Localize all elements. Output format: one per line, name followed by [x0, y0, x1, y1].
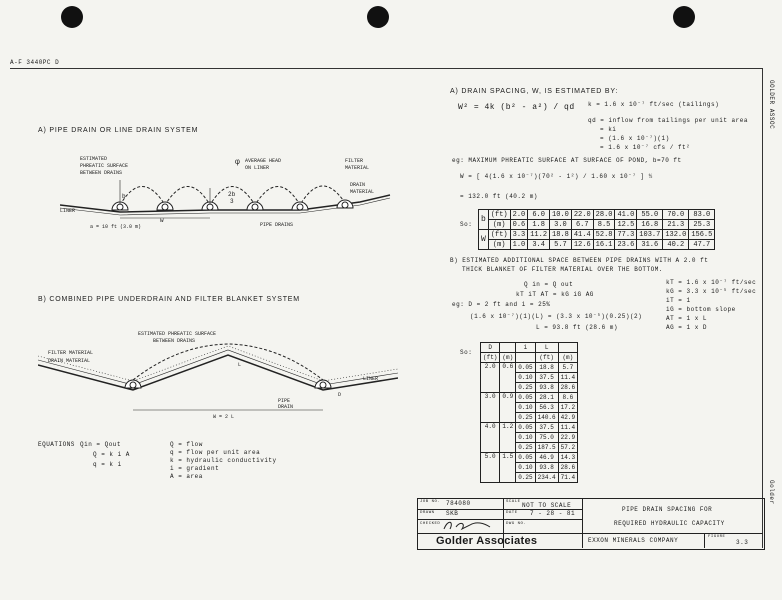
- value-cell: 156.5: [689, 230, 715, 240]
- legend-row: A = area: [170, 473, 203, 480]
- svg-text:FILTER: FILTER: [345, 158, 364, 164]
- value-cell: 1.8: [528, 220, 550, 230]
- binder-hole-2: [367, 6, 389, 28]
- section-a2-title: A) DRAIN SPACING, W, IS ESTIMATED BY:: [450, 88, 619, 95]
- kdef: kG = 3.3 x 10⁻⁵ ft/sec: [666, 288, 757, 295]
- equation-row: Q = k i A: [93, 451, 130, 458]
- def-row: qd = inflow from tailings per unit area: [588, 117, 748, 124]
- drawn-label: DRAWN: [420, 511, 435, 515]
- unit-cell: (ft): [481, 353, 500, 363]
- svg-text:LINER: LINER: [363, 376, 379, 382]
- job-no-label: JOB NO.: [420, 500, 441, 504]
- value-cell: 3.4: [528, 240, 550, 250]
- def-row: k = 1.6 x 10⁻⁷ ft/sec (tailings): [588, 101, 720, 108]
- depth-cell: 3.0: [481, 393, 500, 423]
- value-cell: 6.7: [571, 220, 593, 230]
- value-cell: 11.2: [528, 230, 550, 240]
- def-row: = ki: [600, 126, 617, 133]
- svg-text:L: L: [238, 362, 242, 368]
- header-cell: [500, 343, 516, 353]
- value-cell: 28.1: [535, 393, 558, 403]
- svg-text:PIPE DRAINS: PIPE DRAINS: [260, 222, 294, 228]
- figure-label: FIGURE: [708, 535, 726, 539]
- depth-cell: 2.0: [481, 363, 500, 393]
- unit-cell: [516, 353, 535, 363]
- legend-row: k = hydraulic conductivity: [170, 457, 277, 464]
- eq4: L = 93.8 ft (28.6 m): [536, 324, 619, 331]
- side-text-top: GOLDER ASSOC: [768, 80, 775, 130]
- svg-text:DRAIN: DRAIN: [350, 182, 366, 188]
- depth-cell: 4.0: [481, 423, 500, 453]
- client-name: EXXON MINERALS COMPANY: [588, 537, 679, 544]
- table-row: [481, 453, 578, 463]
- header-cell: L: [535, 343, 558, 353]
- label-w: w: [160, 217, 164, 224]
- section-b2-title-1: B) ESTIMATED ADDITIONAL SPACE BETWEEN PIPE DRAINS WITH A 2.0 ft: [450, 257, 709, 264]
- kdef: kT = 1.6 x 10⁻⁷ ft/sec: [666, 279, 757, 286]
- spacing-formula: W² = 4k (b² - a²) / qd: [458, 103, 575, 112]
- eq3: (1.6 x 10⁻⁷)(1)(L) = (3.3 x 10⁻⁵)(0.25)(2): [470, 313, 643, 320]
- drawing-title-2: REQUIRED HYDRAULIC CAPACITY: [614, 520, 725, 527]
- value-cell: 18.8: [535, 363, 558, 373]
- svg-text:PIPE: PIPE: [278, 398, 291, 404]
- svg-text:φ: φ: [235, 158, 240, 167]
- value-cell: 47.7: [689, 240, 715, 250]
- value-cell: 140.6: [535, 413, 558, 423]
- value-cell: 12.6: [571, 240, 593, 250]
- svg-text:BETWEEN DRAINS: BETWEEN DRAINS: [153, 338, 196, 344]
- value-cell: 40.2: [663, 240, 689, 250]
- table-row: [481, 393, 578, 403]
- value-cell: 187.5: [535, 443, 558, 453]
- value-cell: 93.8: [535, 383, 558, 393]
- value-cell: 0.25: [516, 413, 535, 423]
- company-name: Golder Associates: [436, 535, 538, 547]
- so-label-b: So:: [460, 349, 473, 356]
- eg-line: eg: D = 2 ft and i = 25%: [452, 301, 551, 308]
- value-cell: 52.8: [593, 230, 615, 240]
- svg-text:ESTIMATED: ESTIMATED: [80, 156, 108, 162]
- svg-text:PHREATIC SURFACE: PHREATIC SURFACE: [80, 163, 129, 169]
- table-row: [481, 363, 578, 373]
- svg-text:DRAIN MATERIAL: DRAIN MATERIAL: [48, 358, 91, 364]
- legend-row: q = flow per unit area: [170, 449, 261, 456]
- value-cell: 57.2: [558, 443, 577, 453]
- value-cell: 0.10: [516, 433, 535, 443]
- value-cell: 0.05: [516, 423, 535, 433]
- scale: NOT TO SCALE: [522, 502, 572, 509]
- value-cell: 17.2: [558, 403, 577, 413]
- value-cell: 42.9: [558, 413, 577, 423]
- value-cell: 28.0: [593, 210, 615, 220]
- unit-cell: (m): [488, 240, 510, 250]
- section-b-title: B) COMBINED PIPE UNDERDRAIN AND FILTER BLANKET SYSTEM: [38, 296, 300, 303]
- value-cell: 0.10: [516, 463, 535, 473]
- pipe-drain-diagram: [60, 150, 400, 260]
- label-b: b: [122, 193, 126, 200]
- value-cell: 46.9: [535, 453, 558, 463]
- unit-cell: (ft): [535, 353, 558, 363]
- eq1: Q in = Q out: [524, 281, 574, 288]
- job-no: 784080: [446, 500, 471, 507]
- value-cell: 83.0: [689, 210, 715, 220]
- value-cell: 14.3: [558, 453, 577, 463]
- spacing-table: [478, 209, 715, 250]
- unit-cell: (m): [558, 353, 577, 363]
- def-row: = (1.6 x 10⁻⁷)(1): [600, 135, 670, 142]
- value-cell: 25.3: [689, 220, 715, 230]
- unit-cell: (ft): [488, 210, 510, 220]
- value-cell: 41.4: [571, 230, 593, 240]
- variable-cell: W: [479, 230, 489, 250]
- checked-label: CHECKED: [420, 522, 441, 526]
- value-cell: 23.6: [615, 240, 637, 250]
- table-row: [479, 220, 715, 230]
- svg-text:FILTER MATERIAL: FILTER MATERIAL: [48, 350, 94, 356]
- value-cell: 11.4: [558, 423, 577, 433]
- depth-cell: 1.5: [500, 453, 516, 483]
- value-cell: 75.0: [535, 433, 558, 443]
- right-border-line: [762, 68, 763, 548]
- svg-text:BETWEEN DRAINS: BETWEEN DRAINS: [80, 170, 123, 176]
- value-cell: 3.0: [550, 220, 572, 230]
- side-text-bottom: Golder: [768, 480, 775, 505]
- binder-hole-1: [61, 6, 83, 28]
- value-cell: 0.25: [516, 473, 535, 483]
- value-cell: 16.8: [637, 220, 663, 230]
- value-cell: 0.05: [516, 363, 535, 373]
- kdef: AG = 1 x D: [666, 324, 708, 331]
- value-cell: 8.5: [593, 220, 615, 230]
- value-cell: 37.5: [535, 423, 558, 433]
- svg-text:ON LINER: ON LINER: [245, 165, 270, 171]
- checker-signature: [440, 519, 500, 533]
- section-a-title: A) PIPE DRAIN OR LINE DRAIN SYSTEM: [38, 127, 199, 134]
- variable-cell: b: [479, 210, 489, 230]
- value-cell: 37.5: [535, 373, 558, 383]
- value-cell: 0.05: [516, 393, 535, 403]
- value-cell: 5.7: [558, 363, 577, 373]
- table-row: [479, 210, 715, 220]
- svg-text:MATERIAL: MATERIAL: [345, 165, 370, 171]
- value-cell: 41.0: [615, 210, 637, 220]
- svg-text:3: 3: [230, 198, 234, 205]
- value-cell: 28.6: [558, 383, 577, 393]
- value-cell: 0.6: [510, 220, 528, 230]
- svg-text:2b: 2b: [228, 191, 236, 198]
- kdef: iG = bottom slope: [666, 306, 736, 313]
- dwg-label: DWG NO.: [506, 522, 527, 526]
- value-cell: 56.3: [535, 403, 558, 413]
- svg-text:D: D: [338, 392, 342, 398]
- top-border-line: [10, 68, 762, 69]
- kdef: AT = 1 x L: [666, 315, 708, 322]
- value-cell: 11.4: [558, 373, 577, 383]
- equation-row: q = k i: [93, 461, 122, 468]
- svg-text:a = 10 ft (3.0 m): a = 10 ft (3.0 m): [90, 224, 142, 230]
- svg-text:ESTIMATED PHREATIC SURFACE: ESTIMATED PHREATIC SURFACE: [138, 331, 217, 337]
- depth-cell: 0.6: [500, 363, 516, 393]
- binder-hole-3: [673, 6, 695, 28]
- value-cell: 0.25: [516, 443, 535, 453]
- unit-cell: (ft): [488, 230, 510, 240]
- header-cell: i: [516, 343, 535, 353]
- depth-cell: 0.9: [500, 393, 516, 423]
- kdef: iT = 1: [666, 297, 691, 304]
- value-cell: 55.0: [637, 210, 663, 220]
- svg-text:MATERIAL: MATERIAL: [350, 189, 375, 195]
- so-label-a: So:: [460, 221, 473, 228]
- legend-row: i = gradient: [170, 465, 220, 472]
- value-cell: 8.6: [558, 393, 577, 403]
- header-cell: D: [481, 343, 500, 353]
- equations-title: EQUATIONS: [38, 441, 75, 448]
- eq2: kT iT AT = kG iG AG: [516, 291, 594, 298]
- svg-text:W = 2 L: W = 2 L: [213, 414, 235, 420]
- value-cell: 10.0: [550, 210, 572, 220]
- value-cell: 31.6: [637, 240, 663, 250]
- underdrain-diagram: [38, 330, 398, 440]
- value-cell: 5.7: [550, 240, 572, 250]
- svg-text:DRAIN: DRAIN: [278, 404, 294, 410]
- value-cell: 0.25: [516, 383, 535, 393]
- value-cell: 1.0: [510, 240, 528, 250]
- legend-row: Q = flow: [170, 441, 203, 448]
- value-cell: 234.4: [535, 473, 558, 483]
- value-cell: 28.6: [558, 463, 577, 473]
- value-cell: 0.10: [516, 373, 535, 383]
- unit-cell: (m): [488, 220, 510, 230]
- value-cell: 16.1: [593, 240, 615, 250]
- example-result: = 132.0 ft (40.2 m): [460, 193, 538, 200]
- header-code: A-F 3440PC D: [10, 59, 60, 66]
- value-cell: 6.0: [528, 210, 550, 220]
- table-row: [479, 230, 715, 240]
- depth-cell: 1.2: [500, 423, 516, 453]
- table-row: [479, 240, 715, 250]
- depth-cell: 5.0: [481, 453, 500, 483]
- unit-cell: (m): [500, 353, 516, 363]
- value-cell: 3.3: [510, 230, 528, 240]
- svg-text:AVERAGE HEAD: AVERAGE HEAD: [245, 158, 282, 164]
- additional-space-table: [480, 342, 578, 483]
- value-cell: 0.10: [516, 403, 535, 413]
- value-cell: 93.8: [535, 463, 558, 473]
- def-row: = 1.6 x 10⁻⁷ cfs / ft²: [600, 144, 691, 151]
- example-formula: W = [ 4(1.6 x 10⁻⁷)(70² - 1²) / 1.60 x 10⁻⁷ ] ½: [460, 173, 653, 180]
- value-cell: 2.0: [510, 210, 528, 220]
- value-cell: 103.7: [637, 230, 663, 240]
- value-cell: 22.9: [558, 433, 577, 443]
- equation-row: Qin = Qout: [80, 441, 122, 448]
- value-cell: 12.5: [615, 220, 637, 230]
- value-cell: 21.3: [663, 220, 689, 230]
- liner-line-b: [38, 355, 398, 390]
- scale-label: SCALE: [506, 500, 521, 504]
- value-cell: 70.0: [663, 210, 689, 220]
- value-cell: 18.8: [550, 230, 572, 240]
- date-label: DATE: [506, 511, 518, 515]
- value-cell: 22.0: [571, 210, 593, 220]
- value-cell: 77.3: [615, 230, 637, 240]
- value-cell: 132.0: [663, 230, 689, 240]
- header-cell: [558, 343, 577, 353]
- section-b2-title-2: THICK BLANKET OF FILTER MATERIAL OVER THE BOTTOM.: [462, 266, 663, 273]
- figure-number: 3.3: [736, 539, 749, 546]
- date: 7 - 28 - 81: [530, 510, 576, 517]
- svg-text:LINER: LINER: [60, 208, 76, 214]
- drawing-title-1: PIPE DRAIN SPACING FOR: [622, 506, 713, 513]
- drawn: SKB: [446, 510, 459, 517]
- value-cell: 71.4: [558, 473, 577, 483]
- value-cell: 0.05: [516, 453, 535, 463]
- table-row: [481, 423, 578, 433]
- example-line: eg: MAXIMUM PHREATIC SURFACE AT SURFACE OF POND, b=70 ft: [452, 157, 682, 164]
